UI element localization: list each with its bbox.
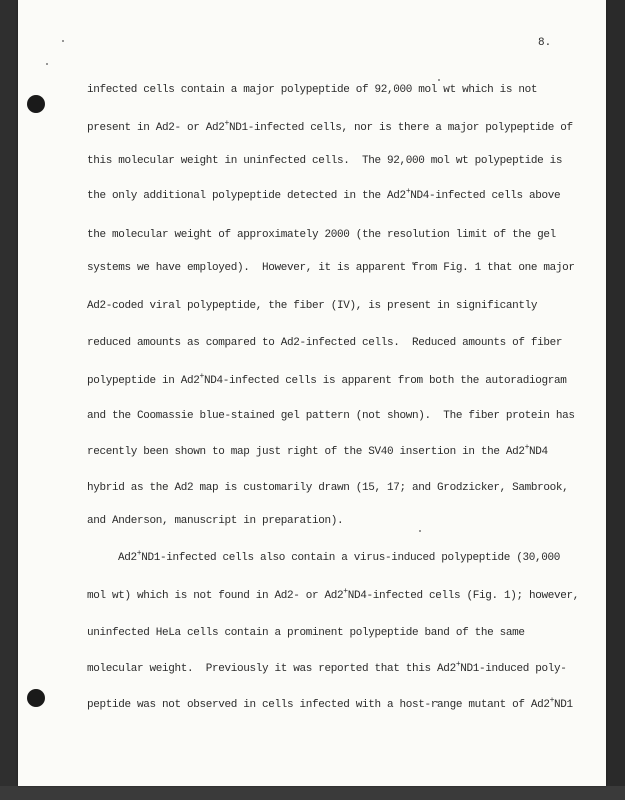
text-line <box>118 549 561 564</box>
text-line <box>87 372 567 387</box>
text-segment: ND1-infected cells, nor is there a major polypeptide of <box>228 122 573 134</box>
text-segment: peptide was not observed in cells infected with a host-range mutant of Ad2 <box>87 699 550 711</box>
punch-hole-top <box>27 95 45 113</box>
superscript-plus: + <box>455 660 461 669</box>
superscript-plus: + <box>199 372 204 381</box>
scan-speck <box>62 40 64 42</box>
text-segment: polypeptide in Ad2 <box>87 375 200 387</box>
text-segment: present in Ad2- or Ad2 <box>87 122 225 134</box>
text-segment: ND1 <box>554 699 573 711</box>
superscript-plus: + <box>524 443 530 452</box>
text-segment: systems we have employed). However, it is apparent from Fig. 1 that one major <box>87 262 575 274</box>
text-segment: the molecular weight of approximately 2000 (the resolution limit of the gel <box>87 229 556 241</box>
text-segment: and the Coomassie blue-stained gel pattern (not shown). The fiber protein has <box>87 410 575 422</box>
text-segment: infected cells contain a major polypeptide of 92,000 mol wt which is not <box>87 84 538 96</box>
scan-background-bottom <box>0 786 625 800</box>
text-line <box>87 515 343 527</box>
text-line <box>87 587 580 602</box>
text-segment: ND4-infected cells above <box>410 190 561 202</box>
text-line <box>87 155 562 167</box>
text-segment: Ad2 <box>118 552 137 564</box>
scan-speck <box>419 530 421 532</box>
text-segment: ND1-infected cells also contain a virus-induced polypeptide (30,000 <box>141 552 561 564</box>
scan-speck <box>438 79 440 81</box>
superscript-plus: + <box>224 119 229 128</box>
superscript-plus: + <box>136 549 142 558</box>
superscript-plus: + <box>405 187 411 196</box>
text-line <box>87 410 575 422</box>
text-segment: uninfected HeLa cells contain a prominent polypeptide band of the same <box>87 627 525 639</box>
text-line <box>87 300 537 312</box>
text-segment: ND1-induced poly- <box>460 663 567 675</box>
scan-speck <box>46 63 48 65</box>
text-line <box>87 482 568 494</box>
text-segment: molecular weight. Previously it was reported that this Ad2 <box>87 663 456 675</box>
text-line <box>87 229 556 241</box>
text-segment: reduced amounts as compared to Ad2-infected cells. Reduced amounts of fiber <box>87 337 563 349</box>
text-segment: ND4 <box>529 446 548 458</box>
text-segment: the only additional polypeptide detected in the Ad2 <box>87 190 406 202</box>
text-segment: this molecular weight in uninfected cells. The 92,000 mol wt polypeptide is <box>87 155 563 167</box>
text-line <box>87 696 573 711</box>
text-line <box>87 262 575 274</box>
superscript-plus: + <box>343 587 348 596</box>
text-line <box>87 660 567 675</box>
text-line <box>87 187 561 202</box>
text-line <box>87 627 525 639</box>
text-line <box>87 84 537 96</box>
text-segment: mol wt) which is not found in Ad2- or Ad2 <box>87 590 344 602</box>
text-segment: ND4-infected cells is apparent from both the autoradiogram <box>203 375 567 387</box>
scan-background-right <box>606 0 625 786</box>
text-segment: hybrid as the Ad2 map is customarily drawn (15, 17; and Grodzicker, Sambrook, <box>87 482 569 494</box>
text-segment: recently been shown to map just right of the SV40 insertion in the Ad2 <box>87 446 525 458</box>
page-number: 8. <box>538 37 552 49</box>
superscript-plus: + <box>549 696 555 705</box>
text-line <box>87 119 573 134</box>
text-segment: and Anderson, manuscript in preparation). <box>87 515 344 527</box>
text-line <box>87 337 562 349</box>
punch-hole-bottom <box>27 689 45 707</box>
text-line <box>87 443 548 458</box>
text-segment: ND4-infected cells (Fig. 1); however, <box>347 590 580 602</box>
text-segment: Ad2-coded viral polypeptide, the fiber (IV), is present in significantly <box>87 300 538 312</box>
